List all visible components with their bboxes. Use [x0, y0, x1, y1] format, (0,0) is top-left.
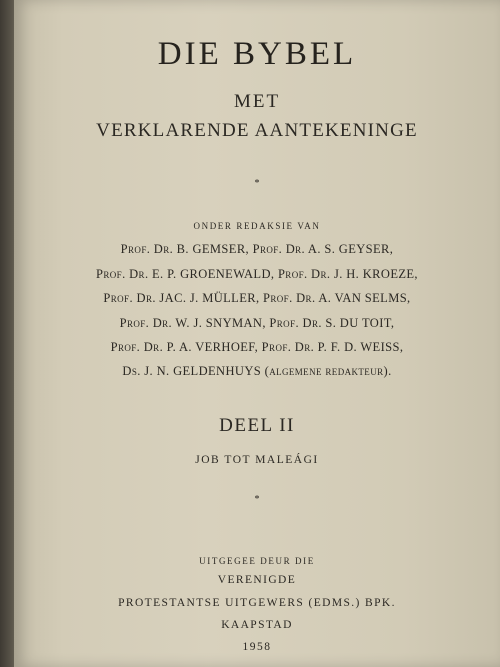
publication-year: 1958	[242, 641, 272, 653]
editor-line: Prof. Dr. E. P. GROENEWALD, Prof. Dr. J. H. KROEZE,	[96, 267, 418, 281]
publisher-city: KAAPSTAD	[221, 619, 293, 631]
editorial-intro: ONDER REDAKSIE VAN	[193, 221, 321, 231]
editor-line: Prof. Dr. JAC. J. MÜLLER, Prof. Dr. A. VAN SELMS,	[103, 291, 411, 305]
ornament-star-icon: *	[254, 494, 260, 505]
volume-label: DEEL II	[219, 415, 295, 436]
publisher-line: PROTESTANTSE UITGEWERS (EDMS.) BPK.	[118, 597, 396, 609]
volume-range: JOB TOT MALEÁGI	[195, 454, 319, 466]
title-connector: MET	[233, 91, 281, 112]
book-title: DIE BYBEL	[157, 36, 357, 72]
book-subtitle: VERKLARENDE AANTEKENINGE	[96, 120, 418, 141]
publisher-intro: UITGEGEE DEUR DIE	[199, 556, 315, 566]
editor-line: Prof. Dr. P. A. VERHOEF, Prof. Dr. P. F. D. WEISS,	[110, 340, 404, 354]
editor-line: Prof. Dr. B. GEMSER, Prof. Dr. A. S. GEYSER,	[120, 242, 394, 256]
editor-line: Prof. Dr. W. J. SNYMAN, Prof. Dr. S. DU TOIT,	[119, 316, 395, 330]
ornament-star-icon: *	[254, 178, 260, 189]
publisher-line: VERENIGDE	[217, 574, 297, 586]
editor-line: Ds. J. N. GELDENHUYS (algemene redakteur).	[122, 364, 392, 378]
